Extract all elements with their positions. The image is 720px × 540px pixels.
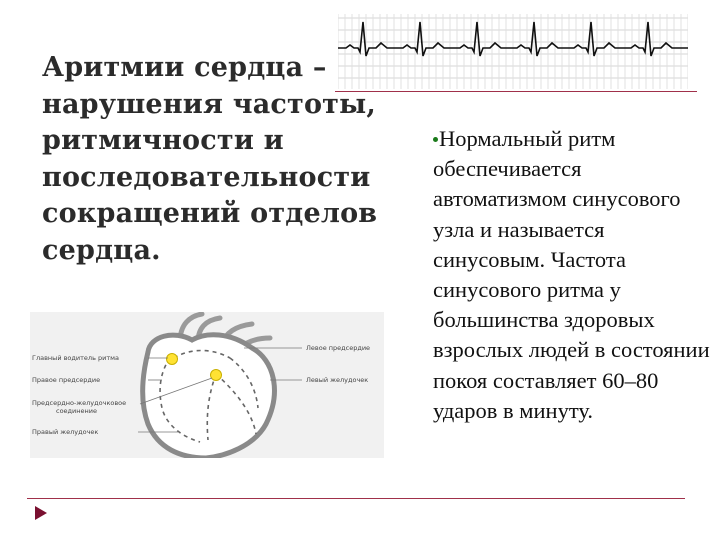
body-text-block: [433, 124, 718, 426]
label-av-node-line1: Предсердно-желудочковое: [32, 399, 127, 407]
heart-conduction-diagram: [30, 312, 384, 458]
label-right-ventricle: Правый желудочек: [32, 428, 99, 436]
av-node-marker: [211, 370, 222, 381]
label-pacemaker: Главный водитель ритма: [32, 354, 119, 362]
footer-divider-line: [27, 498, 685, 499]
sinus-node-marker: [167, 354, 178, 365]
label-left-atrium: Левое предсердие: [306, 344, 371, 352]
body-text: Нормальный ритм обеспечивается автоматизмом синусового узла и называется синусовым. Частота синусового ритма у большинства здоровых взрослых людей в состоянии покоя составляет 60–80 ударов в минуту.: [433, 126, 710, 423]
label-av-node-line2: соединение: [56, 407, 97, 415]
slide-title: Аритмии сердца – нарушения частоты, ритмичности и последовательности сокращений отделов сердца.: [42, 52, 378, 266]
next-slide-arrow-icon[interactable]: [34, 505, 48, 521]
bullet-icon: [433, 137, 438, 142]
label-left-ventricle: Левый желудочек: [306, 376, 369, 384]
label-right-atrium: Правое предсердие: [32, 376, 101, 384]
